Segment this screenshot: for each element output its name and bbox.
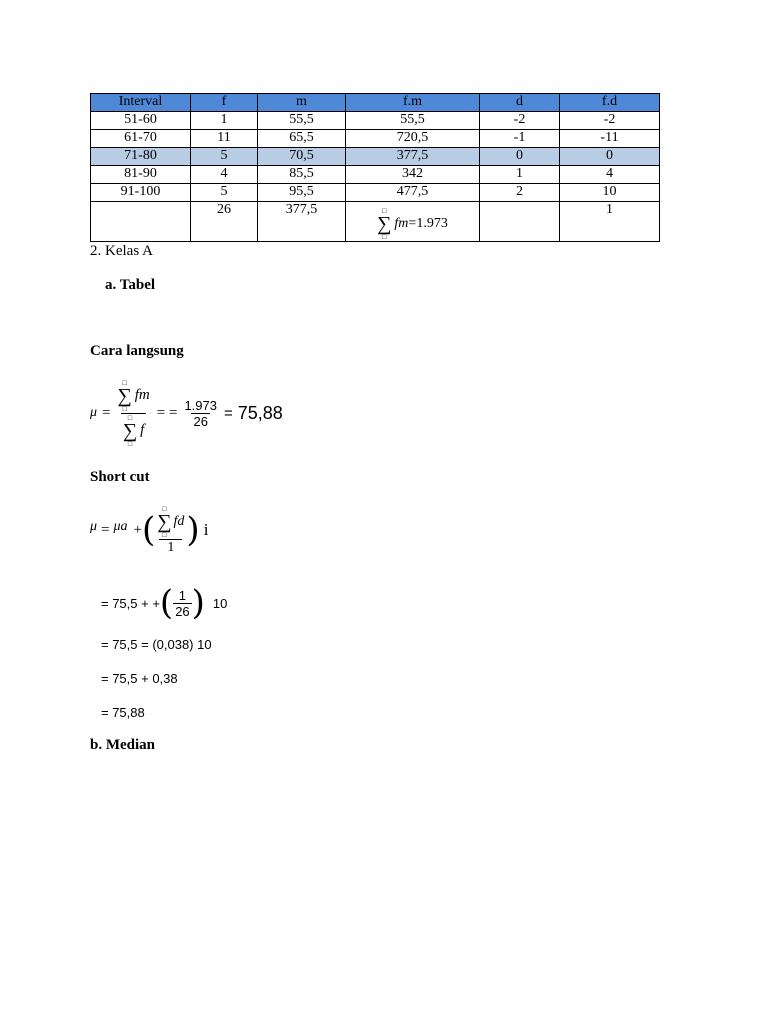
mu-symbol: μ [90, 519, 98, 534]
table-row [91, 166, 660, 184]
table-cell: 342 [346, 166, 480, 184]
heading-median: b. Median [90, 737, 156, 753]
sum-fm-expression: □ ∑ □ fm=1.973 [377, 207, 448, 241]
sum-fraction: □ ∑ □ fm □ ∑ □ f [117, 378, 150, 448]
short-cut-step-4: = 75,88 [101, 705, 145, 720]
table-cell: 91-100 [91, 184, 191, 202]
step1-fraction [173, 588, 191, 619]
total-d-cell [480, 202, 560, 242]
column-header: f.d [560, 94, 660, 112]
header-row [91, 94, 660, 112]
total-m-cell: 377,5 [258, 202, 346, 242]
column-header: f [191, 94, 258, 112]
table-cell: 2 [480, 184, 560, 202]
table-cell: -11 [560, 130, 660, 148]
heading-cara-langsung: Cara langsung [90, 343, 184, 359]
cara-langsung-formula [90, 374, 283, 452]
heading-short-cut: Short cut [90, 469, 150, 485]
frequency-table [90, 93, 660, 242]
table-cell: 5 [191, 184, 258, 202]
value-fraction [182, 398, 219, 429]
table-header [91, 94, 660, 112]
left-paren: ( [159, 583, 174, 623]
table-cell: 85,5 [258, 166, 346, 184]
table-cell: 720,5 [346, 130, 480, 148]
table-cell: 5 [191, 148, 258, 166]
fraction-numerator: 1.973 [184, 397, 217, 413]
table-cell: 1 [480, 166, 560, 184]
sigma-symbol: ∑ [377, 213, 392, 235]
short-cut-step-1 [101, 582, 227, 624]
numerator-expr: fd [173, 513, 185, 529]
denominator: 1 [159, 539, 182, 556]
table-cell: 0 [480, 148, 560, 166]
short-cut-step-3: = 75,5 + 0,38 [101, 671, 178, 686]
total-interval-cell [91, 202, 191, 242]
total-fd-cell: 1 [560, 202, 660, 242]
table-cell: 61-70 [91, 130, 191, 148]
short-cut-formula [90, 500, 208, 560]
short-cut-step-2: = 75,5 = (0,038) 10 [101, 637, 212, 652]
column-header: f.m [346, 94, 480, 112]
column-header: m [258, 94, 346, 112]
right-paren: ) [191, 583, 205, 623]
sigma-symbol: ∑ [157, 510, 172, 533]
table-cell: 51-60 [91, 112, 191, 130]
equals-sign: = [101, 521, 110, 538]
heading-tabel: a. Tabel [105, 277, 156, 293]
totals-row [91, 202, 660, 242]
step1-suffix: 10 [212, 595, 228, 611]
interval-symbol: i [203, 520, 209, 539]
table-cell: 4 [191, 166, 258, 184]
table-cell: 4 [560, 166, 660, 184]
table-cell: 70,5 [258, 148, 346, 166]
fraction-denominator: 26 [193, 413, 208, 429]
table-row [91, 184, 660, 202]
table-cell: 11 [191, 130, 258, 148]
right-paren: ) [186, 510, 200, 550]
column-header: d [480, 94, 560, 112]
denominator-expr: f [140, 422, 145, 438]
table-cell: -2 [480, 112, 560, 130]
table-row [91, 130, 660, 148]
table-cell: 377,5 [346, 148, 480, 166]
table-cell: 10 [560, 184, 660, 202]
table-cell: 65,5 [258, 130, 346, 148]
total-fm-cell [346, 202, 480, 242]
sigma-symbol: ∑ [122, 419, 138, 442]
table-body [91, 112, 660, 242]
table-cell: 55,5 [346, 112, 480, 130]
numerator-expr: fm [134, 387, 150, 403]
left-paren: ( [142, 510, 156, 550]
double-equals: = = [156, 404, 178, 421]
mu-a-symbol: μa [113, 519, 128, 534]
table-cell: -2 [560, 112, 660, 130]
plus-sign: + [133, 521, 142, 538]
fraction-denominator: 26 [175, 603, 190, 619]
table-cell: 95,5 [258, 184, 346, 202]
total-f-cell: 26 [191, 202, 258, 242]
fm-total-text: fm=1.973 [394, 216, 448, 231]
table-row [91, 112, 660, 130]
result-value: 75,88 [237, 402, 283, 423]
table-cell: 81-90 [91, 166, 191, 184]
equals-sign: = [102, 404, 111, 421]
table-cell: 477,5 [346, 184, 480, 202]
table-cell: -1 [480, 130, 560, 148]
table-row [91, 148, 660, 166]
table-cell: 55,5 [258, 112, 346, 130]
table-cell: 1 [191, 112, 258, 130]
fraction-numerator: 1 [178, 587, 187, 603]
step1-prefix: = 75,5 + + [101, 595, 160, 611]
table-cell: 0 [560, 148, 660, 166]
mu-symbol: μ [90, 405, 98, 420]
section-kelas: 2. Kelas A [90, 243, 153, 259]
equals-sign: = [223, 404, 233, 422]
column-header: Interval [91, 94, 191, 112]
sigma-symbol: ∑ [117, 384, 132, 407]
table-cell: 71-80 [91, 148, 191, 166]
fd-fraction: □ ∑ □ fd 1 [157, 504, 185, 555]
